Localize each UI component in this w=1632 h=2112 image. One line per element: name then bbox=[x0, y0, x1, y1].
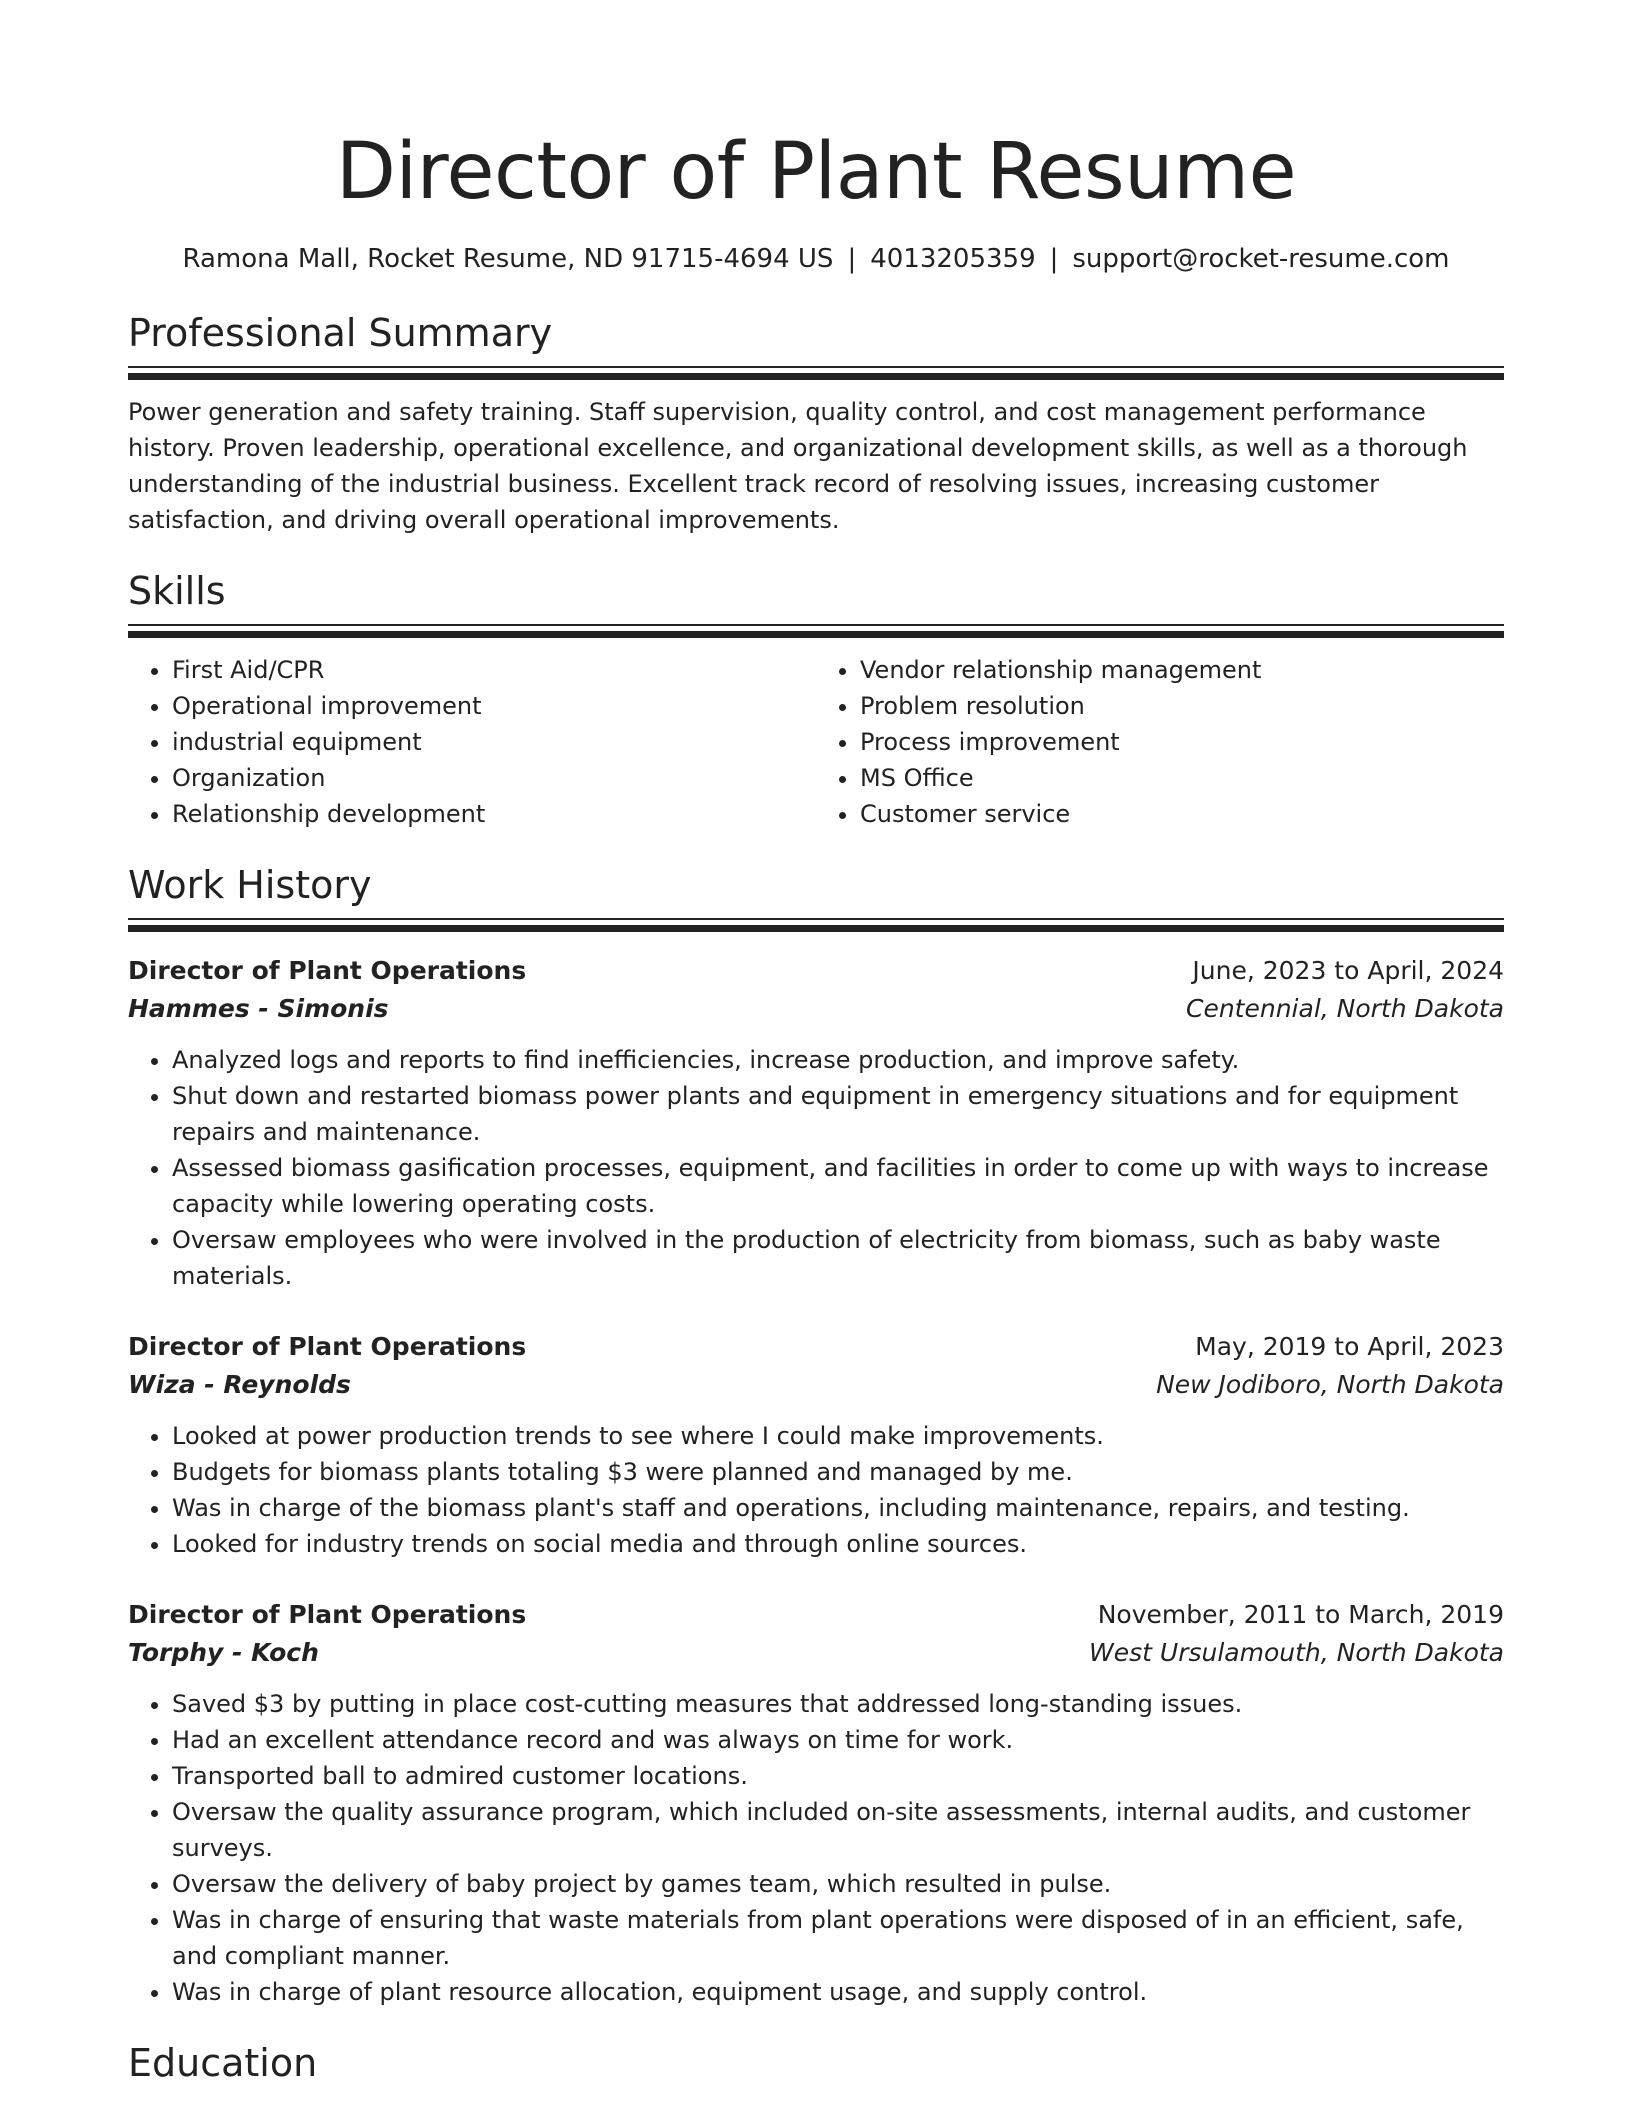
job-subheader-row bbox=[128, 990, 1504, 1028]
contact-line bbox=[128, 242, 1504, 276]
job-bullet: • Saved $3 by putting in place cost-cutting measures that addressed long-standing issues. bbox=[172, 1686, 1504, 1722]
section-divider bbox=[128, 918, 1504, 932]
contact-phone: 4013205359 bbox=[870, 244, 1036, 274]
job-bullet: • Oversaw the delivery of baby project by games team, which resulted in pulse. bbox=[172, 1866, 1504, 1902]
job-bullet: • Transported ball to admired customer locations. bbox=[172, 1758, 1504, 1794]
job-dates: November, 2011 to March, 2019 bbox=[1097, 1600, 1504, 1629]
job-subheader-row bbox=[128, 1366, 1504, 1404]
job-dates: May, 2019 to April, 2023 bbox=[1195, 1332, 1504, 1361]
job-company: Wiza - Reynolds bbox=[128, 1370, 351, 1399]
education-section bbox=[128, 2040, 1504, 2086]
skill-item: • industrial equipment bbox=[172, 724, 816, 760]
job-title: Director of Plant Operations bbox=[128, 1332, 527, 1361]
skills-list-left bbox=[128, 652, 816, 832]
education-heading: Education bbox=[128, 2041, 318, 2085]
job-dates: June, 2023 to April, 2024 bbox=[1192, 956, 1504, 985]
job-bullet: • Was in charge of plant resource allocation, equipment usage, and supply control. bbox=[172, 1974, 1504, 2010]
job-header-row bbox=[128, 952, 1504, 990]
job-title: Director of Plant Operations bbox=[128, 956, 527, 985]
skills-section bbox=[128, 568, 1504, 832]
job-entry bbox=[128, 1596, 1504, 2010]
job-bullet: • Oversaw employees who were involved in the production of electricity from biomass, such as baby waste materials. bbox=[172, 1222, 1504, 1294]
skill-item: • Process improvement bbox=[860, 724, 1504, 760]
job-bullet: • Budgets for biomass plants totaling $3 were planned and managed by me. bbox=[172, 1454, 1504, 1490]
contact-email: support@rocket-resume.com bbox=[1072, 244, 1450, 274]
page-title: Director of Plant Resume bbox=[335, 127, 1297, 217]
skill-item: • MS Office bbox=[860, 760, 1504, 796]
skill-item: • Relationship development bbox=[172, 796, 816, 832]
summary-text: Power generation and safety training. Staff supervision, quality control, and cost management performance history. Proven leadership, operational excellence, and organizational development skills, as well as a thorough understanding of the industrial business. Excellent track record of resolving issues, increasing customer satisfaction, and driving overall operational improvements. bbox=[128, 398, 1468, 534]
job-location: West Ursulamouth, North Dakota bbox=[1089, 1638, 1504, 1667]
job-bullet: • Had an excellent attendance record and was always on time for work. bbox=[172, 1722, 1504, 1758]
job-bullet: • Assessed biomass gasification processes, equipment, and facilities in order to come up with ways to increase capacity while lowering operating costs. bbox=[172, 1150, 1504, 1222]
job-entry bbox=[128, 1328, 1504, 1562]
section-divider bbox=[128, 366, 1504, 380]
job-title: Director of Plant Operations bbox=[128, 1600, 527, 1629]
job-subheader-row bbox=[128, 1634, 1504, 1672]
contact-separator: | bbox=[847, 244, 857, 274]
job-bullet: • Was in charge of the biomass plant's staff and operations, including maintenance, repairs, and testing. bbox=[172, 1490, 1504, 1526]
job-bullet: • Shut down and restarted biomass power plants and equipment in emergency situations and for equipment repairs and maintenance. bbox=[172, 1078, 1504, 1150]
skill-item: • Problem resolution bbox=[860, 688, 1504, 724]
summary-section bbox=[128, 310, 1504, 538]
job-entry bbox=[128, 952, 1504, 1294]
job-bullets bbox=[128, 1686, 1504, 2010]
job-company: Hammes - Simonis bbox=[128, 994, 389, 1023]
job-bullet: • Oversaw the quality assurance program, which included on-site assessments, internal audits, and customer surveys. bbox=[172, 1794, 1504, 1866]
job-location: Centennial, North Dakota bbox=[1186, 994, 1504, 1023]
job-company: Torphy - Koch bbox=[128, 1638, 319, 1667]
job-bullet: • Analyzed logs and reports to find inefficiencies, increase production, and improve safety. bbox=[172, 1042, 1504, 1078]
skills-list-right bbox=[816, 652, 1504, 832]
contact-address: Ramona Mall, Rocket Resume, ND 91715-4694 US bbox=[182, 244, 834, 274]
job-bullets bbox=[128, 1418, 1504, 1562]
skill-item: • Vendor relationship management bbox=[860, 652, 1504, 688]
job-header-row bbox=[128, 1596, 1504, 1634]
skill-item: • First Aid/CPR bbox=[172, 652, 816, 688]
skills-heading: Skills bbox=[128, 569, 226, 613]
section-divider bbox=[128, 624, 1504, 638]
summary-heading: Professional Summary bbox=[128, 311, 553, 355]
skill-item: • Customer service bbox=[860, 796, 1504, 832]
job-bullets bbox=[128, 1042, 1504, 1294]
job-bullet: • Looked at power production trends to see where I could make improvements. bbox=[172, 1418, 1504, 1454]
work-history-section bbox=[128, 862, 1504, 2010]
skill-item: • Operational improvement bbox=[172, 688, 816, 724]
job-bullet: • Looked for industry trends on social media and through online sources. bbox=[172, 1526, 1504, 1562]
job-location: New Jodiboro, North Dakota bbox=[1156, 1370, 1504, 1399]
job-header-row bbox=[128, 1328, 1504, 1366]
job-bullet: • Was in charge of ensuring that waste materials from plant operations were disposed of in an efficient, safe, and compliant manner. bbox=[172, 1902, 1504, 1974]
skills-columns bbox=[128, 652, 1504, 832]
contact-separator: | bbox=[1049, 244, 1059, 274]
skill-item: • Organization bbox=[172, 760, 816, 796]
work-history-heading: Work History bbox=[128, 863, 372, 907]
